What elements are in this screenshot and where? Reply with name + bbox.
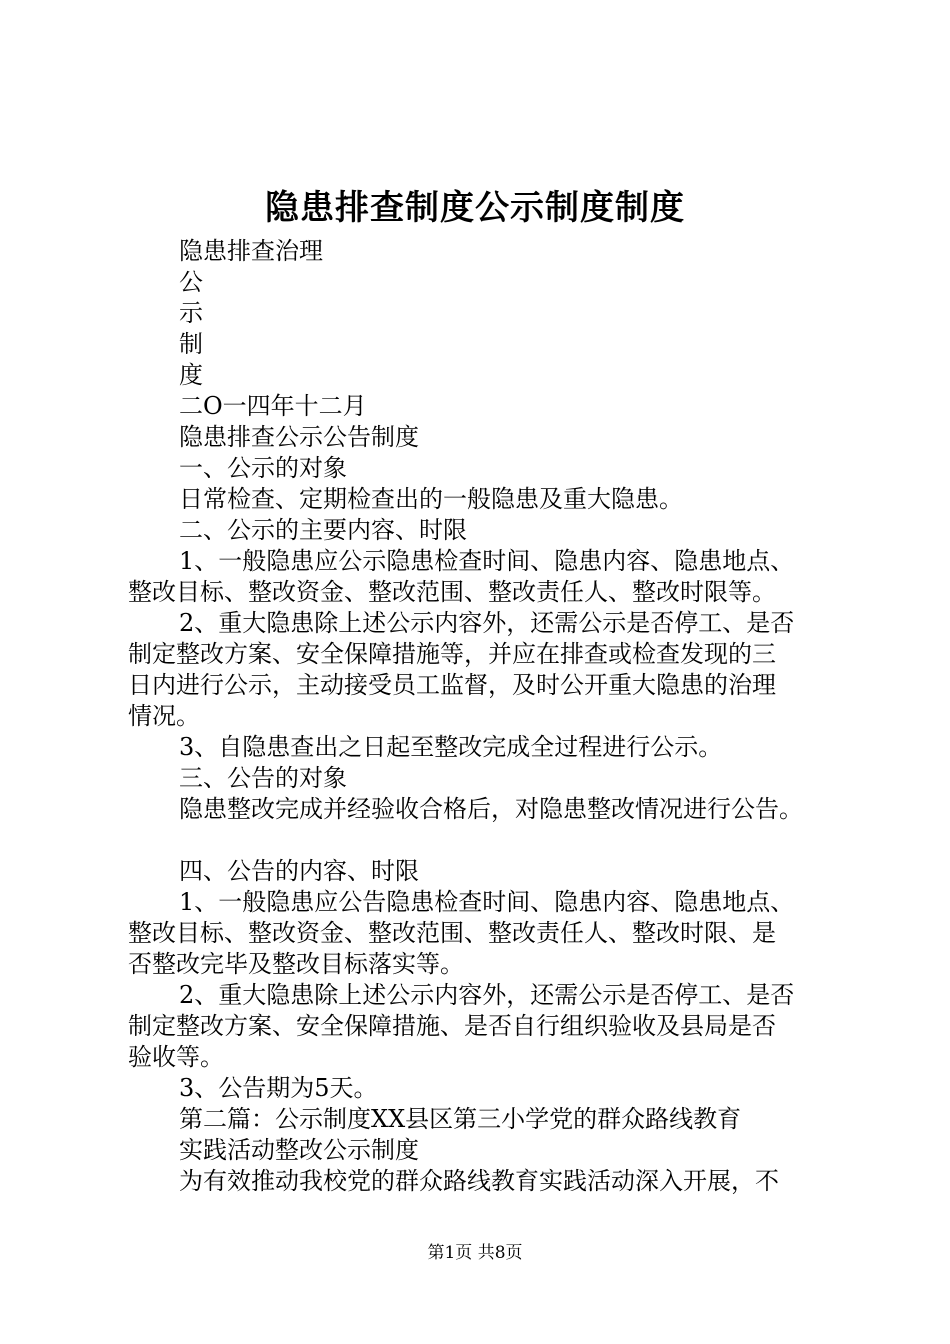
text-line: 示 [179, 299, 203, 327]
text-line: 实践活动整改公示制度 [179, 1136, 419, 1164]
text-line: 日常检查、定期检查出的一般隐患及重大隐患。 [179, 485, 683, 513]
text-line: 制定整改方案、安全保障措施、是否自行组织验收及县局是否 [128, 1012, 776, 1040]
text-line: 第二篇：公示制度XX县区第三小学党的群众路线教育 [179, 1105, 742, 1133]
text-line: 度 [179, 361, 203, 389]
text-line: 整改目标、整改资金、整改范围、整改责任人、整改时限等。 [128, 578, 776, 606]
page-footer: 第1页 共8页 [427, 1243, 523, 1263]
section-heading: 三、公告的对象 [179, 764, 347, 792]
page-title: 隐患排查制度公示制度制度 [265, 188, 685, 228]
section-heading: 一、公示的对象 [179, 454, 347, 482]
section-heading: 二、公示的主要内容、时限 [179, 516, 467, 544]
text-line: 为有效推动我校党的群众路线教育实践活动深入开展，不 [179, 1167, 779, 1195]
text-line: 2、重大隐患除上述公示内容外，还需公示是否停工、是否 [179, 981, 795, 1009]
text-line: 二O一四年十二月 [179, 392, 367, 420]
text-line: 1、一般隐患应公示隐患检查时间、隐患内容、隐患地点、 [179, 547, 795, 575]
text-line: 制定整改方案、安全保障措施等，并应在排查或检查发现的三 [128, 640, 776, 668]
text-line: 验收等。 [128, 1043, 224, 1071]
text-line: 隐患排查治理 [179, 237, 323, 265]
text-line: 1、一般隐患应公告隐患检查时间、隐患内容、隐患地点、 [179, 888, 795, 916]
text-line: 制 [179, 330, 203, 358]
text-line: 整改目标、整改资金、整改范围、整改责任人、整改时限、是 [128, 919, 776, 947]
text-line: 情况。 [128, 702, 200, 730]
blank-line [128, 825, 848, 856]
document-body [128, 236, 848, 1197]
text-line: 2、重大隐患除上述公示内容外，还需公示是否停工、是否 [179, 609, 795, 637]
text-line: 隐患排查公示公告制度 [179, 423, 419, 451]
text-line: 隐患整改完成并经验收合格后，对隐患整改情况进行公告。 [179, 795, 803, 823]
text-line: 日内进行公示，主动接受员工监督，及时公开重大隐患的治理 [128, 671, 776, 699]
text-line: 公 [179, 268, 203, 296]
text-line: 3、自隐患查出之日起至整改完成全过程进行公示。 [179, 733, 723, 761]
section-heading: 四、公告的内容、时限 [179, 857, 419, 885]
text-line: 3、公告期为5天。 [179, 1074, 378, 1102]
text-line: 否整改完毕及整改目标落实等。 [128, 950, 464, 978]
